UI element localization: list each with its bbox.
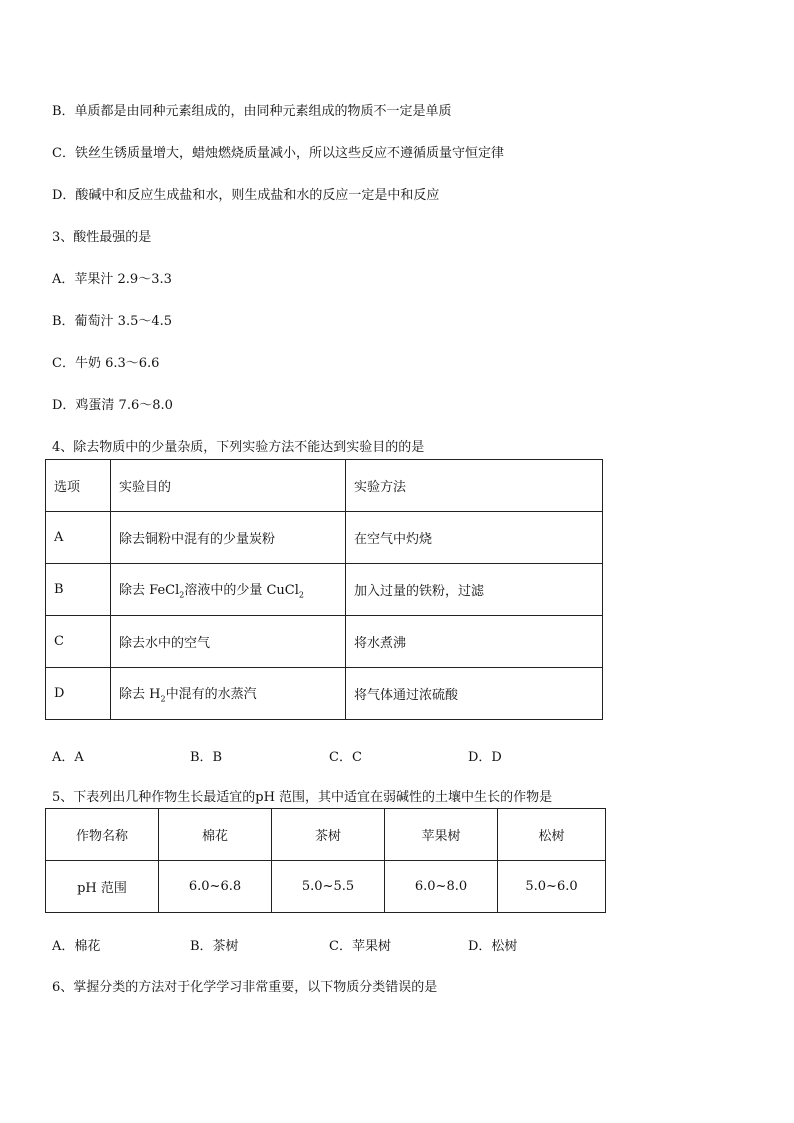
subscript: 2 bbox=[160, 694, 166, 704]
table-row bbox=[46, 512, 603, 564]
q4-answer-c: C．C bbox=[329, 750, 362, 765]
q4-table bbox=[45, 459, 603, 720]
crop-name: 苹果树 bbox=[385, 809, 498, 861]
header-crop-name: 作物名称 bbox=[46, 809, 159, 861]
q5-table bbox=[45, 808, 606, 913]
ph-range: 5.0~5.5 bbox=[272, 861, 385, 913]
purpose-text: 除去 FeCl bbox=[119, 583, 180, 599]
header-purpose: 实验目的 bbox=[111, 460, 346, 512]
q5-answer-d: D．松树 bbox=[468, 939, 518, 954]
header-option: 选项 bbox=[46, 460, 111, 512]
row-method: 在空气中灼烧 bbox=[346, 512, 603, 564]
row-option: D bbox=[46, 668, 111, 720]
q3-option-b: B．葡萄汁 3.5～4.5 bbox=[52, 314, 173, 329]
q5-answer-a: A．棉花 bbox=[52, 939, 101, 954]
q4-answer-d: D．D bbox=[468, 750, 502, 765]
row-purpose: 除去水中的空气 bbox=[111, 616, 346, 668]
table-header-row bbox=[46, 809, 606, 861]
table-header-row bbox=[46, 460, 603, 512]
row-method: 将气体通过浓硫酸 bbox=[346, 668, 603, 720]
ph-range: 5.0~6.0 bbox=[498, 861, 606, 913]
ph-range: 6.0~8.0 bbox=[385, 861, 498, 913]
table-row bbox=[46, 564, 603, 616]
q6-stem: 6、掌握分类的方法对于化学学习非常重要，以下物质分类错误的是 bbox=[52, 980, 438, 995]
q3-option-c: C．牛奶 6.3～6.6 bbox=[52, 356, 160, 371]
q5-answer-b: B．茶树 bbox=[190, 939, 239, 954]
q2-option-b: B．单质都是由同种元素组成的，由同种元素组成的物质不一定是单质 bbox=[52, 104, 452, 119]
crop-name: 茶树 bbox=[272, 809, 385, 861]
q4-answer-a: A．A bbox=[52, 750, 84, 765]
purpose-text: 中混有的水蒸汽 bbox=[165, 687, 257, 703]
q3-option-a: A．苹果汁 2.9～3.3 bbox=[52, 272, 172, 287]
q2-option-c: C．铁丝生锈质量增大，蜡烛燃烧质量减小，所以这些反应不遵循质量守恒定律 bbox=[52, 146, 504, 161]
q4-stem: 4、除去物质中的少量杂质，下列实验方法不能达到实验目的的是 bbox=[52, 440, 425, 455]
row-purpose bbox=[111, 564, 346, 616]
q5-stem: 5、下表列出几种作物生长最适宜的pH 范围，其中适宜在弱碱性的土壤中生长的作物是 bbox=[52, 790, 553, 805]
q3-stem: 3、酸性最强的是 bbox=[52, 230, 152, 245]
crop-name: 松树 bbox=[498, 809, 606, 861]
q3-option-d: D．鸡蛋清 7.6～8.0 bbox=[52, 398, 173, 413]
purpose-text: 除去 H bbox=[119, 687, 161, 703]
purpose-text: 溶液中的少量 CuCl bbox=[184, 583, 299, 599]
subscript: 2 bbox=[298, 590, 304, 600]
ph-range: 6.0~6.8 bbox=[159, 861, 272, 913]
q2-option-d: D．酸碱中和反应生成盐和水，则生成盐和水的反应一定是中和反应 bbox=[52, 188, 440, 203]
row-option: B bbox=[46, 564, 111, 616]
row-purpose bbox=[111, 668, 346, 720]
row-option: C bbox=[46, 616, 111, 668]
crop-name: 棉花 bbox=[159, 809, 272, 861]
row-method: 将水煮沸 bbox=[346, 616, 603, 668]
table-row bbox=[46, 668, 603, 720]
header-method: 实验方法 bbox=[346, 460, 603, 512]
table-row bbox=[46, 861, 606, 913]
subscript: 2 bbox=[179, 590, 185, 600]
q5-answer-c: C．苹果树 bbox=[329, 939, 391, 954]
q4-answer-b: B．B bbox=[190, 750, 223, 765]
header-ph-range: pH 范围 bbox=[46, 861, 159, 913]
table-row bbox=[46, 616, 603, 668]
row-method: 加入过量的铁粉，过滤 bbox=[346, 564, 603, 616]
row-purpose: 除去铜粉中混有的少量炭粉 bbox=[111, 512, 346, 564]
row-option: A bbox=[46, 512, 111, 564]
